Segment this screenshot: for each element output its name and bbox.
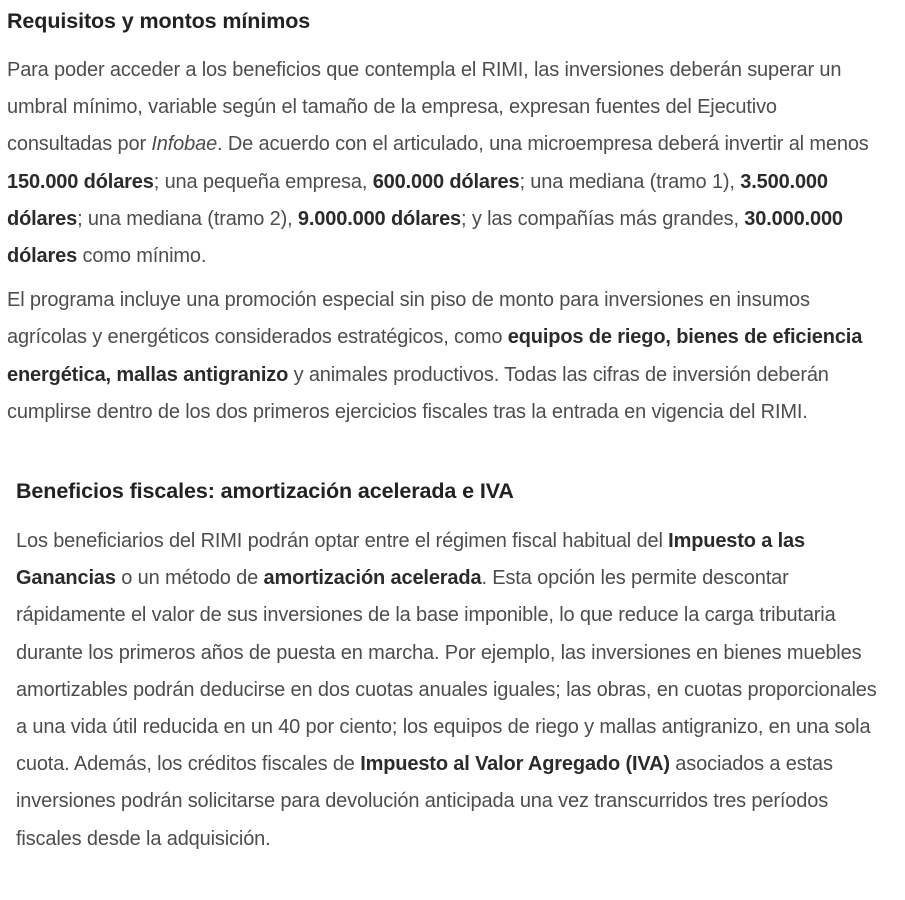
text-span: ; una mediana (tramo 1), xyxy=(519,170,741,193)
income-tax-term: Impuesto a las Ganancias xyxy=(16,530,805,590)
paragraph-montos-minimos xyxy=(7,52,877,275)
text-span: El programa incluye una promoción especial sin piso de monto para inversiones en insumos agrícolas y energéticos considerados estratégicos, como xyxy=(7,289,810,349)
text-span: Para poder acceder a los beneficios que contempla el RIMI, las inversiones deberán superar un umbral mínimo, variable según el tamaño de la empresa, expresan fuentes del Ejecutivo consultadas por xyxy=(7,59,842,156)
micro-amount: 150.000 dólares xyxy=(7,170,154,193)
medium1-amount: 3.500.000 dólares xyxy=(7,170,828,230)
paragraph-promocion-especial xyxy=(7,282,877,431)
text-span: como mínimo. xyxy=(77,245,207,268)
section-heading-beneficios: Beneficios fiscales: amortización acelerada e IVA xyxy=(16,479,514,503)
section-requisitos xyxy=(7,6,877,431)
large-amount: 30.000.000 dólares xyxy=(7,207,843,268)
text-span: y animales productivos. Todas las cifras de inversión deberán cumplirse dentro de los dos primeros ejercicios fiscales tras la entrada en vigencia del RIMI. xyxy=(7,363,829,423)
section-beneficios-fiscales xyxy=(16,476,886,858)
accelerated-amortization-term: amortización acelerada xyxy=(263,567,482,590)
text-span: ; y las compañías más grandes, xyxy=(461,207,745,230)
text-span: o un método de xyxy=(115,567,264,590)
small-amount: 600.000 dólares xyxy=(372,170,520,193)
text-span: ; una pequeña empresa, xyxy=(153,170,373,193)
text-span: . De acuerdo con el articulado, una microempresa deberá invertir al menos xyxy=(217,133,869,156)
text-span: Los beneficiarios del RIMI podrán optar entre el régimen fiscal habitual del xyxy=(16,530,669,552)
section-heading-requisitos: Requisitos y montos mínimos xyxy=(7,9,311,33)
paragraph-amortizacion xyxy=(16,523,886,858)
text-span: . Esta opción les permite descontar rápidamente el valor de sus inversiones de la base imponible, lo que reduce la carga tributaria durante los primeros años de puesta en marcha. Por ejemplo, las inversiones en bienes muebles amortizables podrán deducirse en dos cuotas anuales iguales; las obras, en cuotas proporcionales a una vida útil reducida en un 40 por ciento; los equipos de riego y mallas antigranizo, en una sola cuota. Además, los créditos fiscales de xyxy=(16,567,877,776)
text-span: asociados a estas inversiones podrán solicitarse para devolución anticipada una vez transcurridos tres períodos fiscales desde la adquisición. xyxy=(16,753,833,850)
text-span: ; una mediana (tramo 2), xyxy=(77,207,298,230)
source-name: Infobae xyxy=(151,133,218,156)
strategic-goods: equipos de riego, bienes de eficiencia energética, mallas antigranizo xyxy=(7,326,863,386)
vat-term: Impuesto al Valor Agregado (IVA) xyxy=(360,753,670,776)
medium2-amount: 9.000.000 dólares xyxy=(297,207,462,230)
